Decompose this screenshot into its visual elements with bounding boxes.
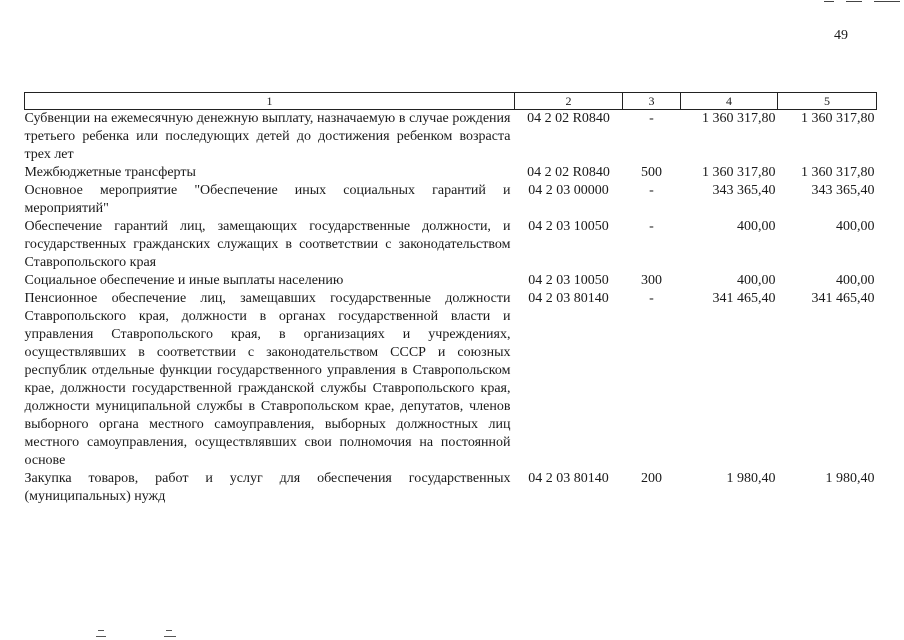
- row-name: Обеспечение гарантий лиц, замещающих государственные должности, и государственных гражданских служащих в соответствии с законодательством Ставропольского края: [24, 219, 511, 270]
- table-row: [25, 218, 877, 272]
- table-row: [25, 110, 877, 165]
- row-name: Основное мероприятие "Обеспечение иных социальных гарантий и мероприятий": [24, 183, 511, 216]
- row-name: Социальное обеспечение и иные выплаты населению: [24, 273, 344, 288]
- row-expense-type: 200: [641, 471, 662, 486]
- row-expense-type: -: [649, 111, 654, 126]
- row-amount-col5: 341 465,40: [811, 291, 875, 306]
- table-header: [25, 93, 877, 110]
- row-name: Межбюджетные трансферты: [24, 165, 196, 180]
- row-target-code: 04 2 03 10050: [528, 219, 609, 234]
- row-expense-type: 500: [641, 165, 662, 180]
- table-row: [25, 470, 877, 506]
- row-amount-col5: 1 980,40: [825, 471, 875, 486]
- row-amount-col5: 1 360 317,80: [801, 165, 875, 180]
- page-number: 49: [834, 28, 848, 43]
- row-target-code: 04 2 03 80140: [528, 291, 609, 306]
- header-col-5: 5: [778, 93, 877, 110]
- row-name: Закупка товаров, работ и услуг для обеспечения государственных (муниципальных) нужд: [24, 471, 511, 504]
- row-amount-col4: 400,00: [737, 219, 776, 234]
- scan-edge-marks-bottom: [96, 628, 186, 638]
- row-target-code: 04 2 03 10050: [528, 273, 609, 288]
- row-target-code: 04 2 02 R0840: [527, 111, 610, 126]
- row-target-code: 04 2 02 R0840: [527, 165, 610, 180]
- row-amount-col4: 1 360 317,80: [702, 165, 776, 180]
- table-row: [25, 272, 877, 290]
- row-expense-type: -: [649, 219, 654, 234]
- row-expense-type: -: [649, 183, 654, 198]
- row-amount-col4: 343 365,40: [712, 183, 776, 198]
- row-target-code: 04 2 03 80140: [528, 471, 609, 486]
- scan-edge-marks-top: [820, 0, 904, 4]
- row-amount-col5: 400,00: [836, 273, 875, 288]
- row-amount-col5: 1 360 317,80: [801, 111, 875, 126]
- row-target-code: 04 2 03 00000: [528, 183, 609, 198]
- row-amount-col4: 1 980,40: [726, 471, 776, 486]
- row-amount-col4: 341 465,40: [712, 291, 776, 306]
- row-name: Пенсионное обеспечение лиц, замещавших государственные должности Ставропольского края, должности в органах государственной власти и управления Ставропольского края, в организациях и учреждениях, осуществлявших в соответствии с законодательством СССР и союзных республик отдельные функции государственного управления в Ставропольском крае, должности государственной гражданской службы Ставропольского края, должности муниципальной службы в Ставропольском крае, депутатов, членов выборного органа местного самоуправления, выборных должностных лиц местного самоуправления, осуществлявших свои полномочия на постоянной основе: [24, 291, 511, 468]
- header-col-3: 3: [623, 93, 681, 110]
- header-col-1: 1: [25, 93, 515, 110]
- row-amount-col4: 400,00: [737, 273, 776, 288]
- table-row: [25, 164, 877, 182]
- row-amount-col5: 343 365,40: [811, 183, 875, 198]
- header-col-2: 2: [515, 93, 623, 110]
- budget-table: [24, 92, 877, 506]
- table-row: [25, 182, 877, 218]
- table-row: [25, 290, 877, 470]
- row-amount-col5: 400,00: [836, 219, 875, 234]
- row-name: Субвенции на ежемесячную денежную выплату, назначаемую в случае рождения третьего ребенка или последующих детей до достижения ребенком возраста трех лет: [24, 111, 511, 162]
- header-col-4: 4: [681, 93, 778, 110]
- row-expense-type: 300: [641, 273, 662, 288]
- row-amount-col4: 1 360 317,80: [702, 111, 776, 126]
- table-body: [25, 110, 877, 507]
- header-row: [25, 93, 877, 110]
- row-expense-type: -: [649, 291, 654, 306]
